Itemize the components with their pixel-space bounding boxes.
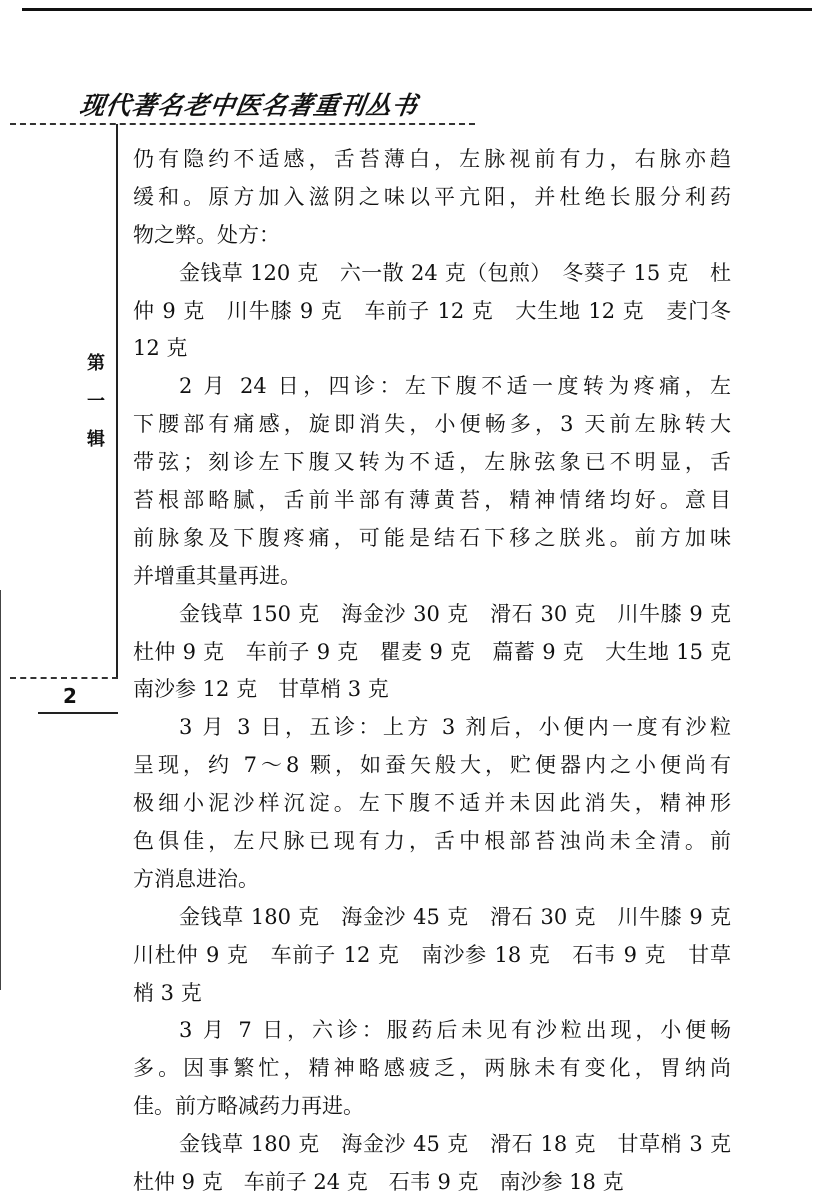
text-line: 仲 9 克 川牛膝 9 克 车前子 12 克 大生地 12 克 麦门冬: [133, 298, 731, 323]
body-text: [133, 141, 731, 1202]
text-line: 物之弊。处方：: [133, 222, 280, 247]
text-line: 12 克: [133, 336, 188, 361]
text-line: 带弦；刻诊左下腹又转为不适，左脉弦象已不明显，舌: [133, 450, 731, 475]
page-number: 2: [63, 684, 77, 708]
page-number-rule: [38, 712, 118, 714]
chapter-char: 辑: [87, 429, 105, 450]
text-line: 色俱佳，左尺脉已现有力，舌中根部苔浊尚未全清。前: [133, 829, 731, 854]
text-line: 并增重其量再进。: [133, 563, 301, 588]
text-line: 佳。前方略减药力再进。: [133, 1094, 364, 1119]
text-line: 金钱草 180 克 海金沙 45 克 滑石 30 克 川牛膝 9 克: [179, 904, 731, 929]
text-line: 苔根部略腻，舌前半部有薄黄苔，精神情绪均好。意目: [133, 488, 731, 513]
text-line: 下腰部有痛感，旋即消失，小便畅多，3 天前左脉转大: [133, 412, 731, 437]
text-line: 方消息进治。: [133, 866, 259, 891]
page-edge-line: [0, 590, 1, 990]
text-line: 杜仲 9 克 车前子 24 克 石韦 9 克 南沙参 18 克: [133, 1170, 624, 1195]
text-line: 3 月 3 日，五诊：上方 3 剂后，小便内一度有沙粒: [179, 715, 731, 740]
text-line: 杜仲 9 克 车前子 9 克 瞿麦 9 克 萹蓄 9 克 大生地 15 克: [133, 639, 731, 664]
text-line: 川杜仲 9 克 车前子 12 克 南沙参 18 克 石韦 9 克 甘草: [133, 942, 731, 967]
series-title: 现代著名老中医名著重刊丛书: [77, 91, 420, 120]
text-line: 2 月 24 日，四诊：左下腹不适一度转为疼痛，左: [179, 374, 731, 399]
text-line: 缓和。原方加入滋阴之味以平亢阳，并杜绝长服分利药: [133, 184, 731, 209]
margin-vertical-rule: [116, 124, 118, 677]
text-line: 仍有隐约不适感，舌苔薄白，左脉视前有力，右脉亦趋: [133, 147, 731, 171]
top-rule: [22, 8, 812, 11]
text-line: 金钱草 150 克 海金沙 30 克 滑石 30 克 川牛膝 9 克: [179, 601, 731, 626]
text-line: 3 月 7 日，六诊：服药后未见有沙粒出现，小便畅: [179, 1018, 731, 1043]
text-line: 极细小泥沙样沉淀。左下腹不适并未因此消失，精神形: [133, 791, 731, 816]
text-line: 梢 3 克: [133, 980, 202, 1005]
text-line: 呈现，约 7～8 颗，如蚕矢般大，贮便器内之小便尚有: [133, 753, 731, 778]
chapter-char: 第: [87, 353, 105, 374]
text-line: 多。因事繁忙，精神略感疲乏，两脉未有变化，胃纳尚: [133, 1056, 731, 1081]
text-line: 金钱草 120 克 六一散 24 克（包煎） 冬葵子 15 克 杜: [179, 260, 731, 285]
margin-dashed-rule: [10, 677, 118, 679]
header-dashed-rule: [10, 123, 475, 125]
chapter-char: 一: [87, 391, 105, 412]
text-line: 金钱草 180 克 海金沙 45 克 滑石 18 克 甘草梢 3 克: [179, 1132, 731, 1157]
text-line: 南沙参 12 克 甘草梢 3 克: [133, 677, 389, 702]
text-line: 前脉象及下腹疼痛，可能是结石下移之朕兆。前方加味: [133, 525, 731, 550]
chapter-label: [84, 345, 108, 459]
